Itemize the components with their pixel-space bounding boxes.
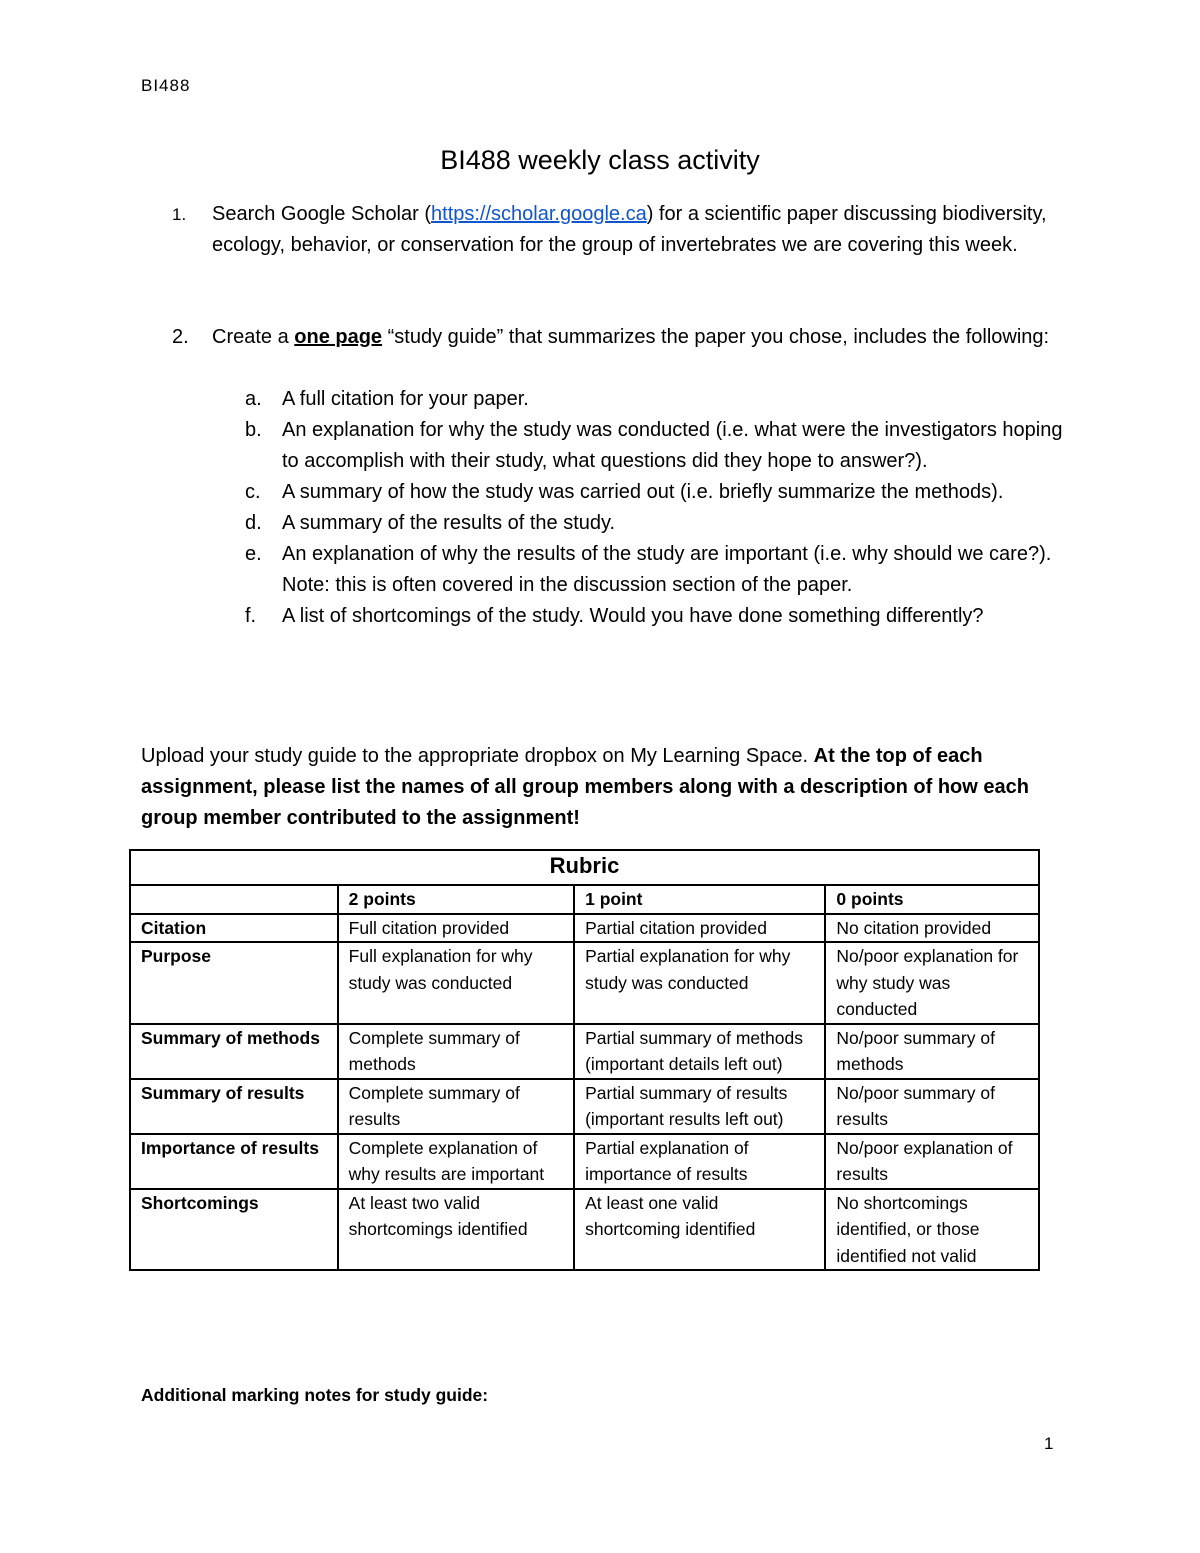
table-cell: No citation provided (825, 914, 1039, 943)
list-number: 1. (172, 205, 187, 224)
list-item (245, 477, 1065, 508)
table-row (130, 1024, 1039, 1079)
table-cell: No/poor explanation of results (825, 1134, 1039, 1189)
text-segment: ) for a scientific paper discussing biodiversity, ecology, behavior, or conservation for the group of invertebrates we are covering this week. (212, 203, 1047, 256)
instruction-item-2 (172, 322, 1062, 353)
list-number: 2. (172, 326, 189, 348)
row-header: Summary of results (130, 1079, 338, 1134)
one-page-emphasis: one page (294, 326, 383, 348)
list-item-text: A summary of the results of the study. (282, 512, 616, 534)
table-cell: Complete explanation of why results are important (338, 1134, 574, 1189)
table-cell: No/poor summary of methods (825, 1024, 1039, 1079)
table-cell: Partial explanation for why study was conducted (574, 942, 825, 1024)
table-cell: Partial summary of methods (important details left out) (574, 1024, 825, 1079)
page-header: BI488 (141, 76, 191, 95)
table-row (130, 914, 1039, 943)
instruction-text (212, 199, 1052, 261)
table-cell: Partial citation provided (574, 914, 825, 943)
list-item (245, 384, 1065, 415)
instruction-text (212, 322, 1062, 353)
table-cell: Full explanation for why study was conducted (338, 942, 574, 1024)
requirements-list (245, 384, 1065, 632)
row-header: Purpose (130, 942, 338, 1024)
page-title: BI488 weekly class activity (440, 145, 760, 175)
table-row (130, 1079, 1039, 1134)
row-header: Citation (130, 914, 338, 943)
upload-plain-text: Upload your study guide to the appropriate dropbox on My Learning Space. (141, 745, 814, 767)
table-row (130, 1134, 1039, 1189)
list-item (245, 601, 1065, 632)
column-header (130, 885, 338, 914)
list-letter: f. (245, 605, 257, 627)
upload-bold-text: At the top of each assignment, please list the names of all group members along with a description of how each group member contributed to the assignment! (141, 745, 1029, 829)
marking-notes-heading: Additional marking notes for study guide: (141, 1385, 489, 1405)
list-item (245, 415, 1065, 477)
table-cell: Complete summary of methods (338, 1024, 574, 1079)
row-header: Shortcomings (130, 1189, 338, 1271)
list-item (245, 508, 1065, 539)
page-number: 1 (1044, 1434, 1054, 1453)
list-letter: e. (245, 543, 262, 565)
upload-instructions (141, 741, 1061, 834)
row-header: Importance of results (130, 1134, 338, 1189)
table-cell: No shortcomings identified, or those identified not valid (825, 1189, 1039, 1271)
table-cell: No/poor explanation for why study was conducted (825, 942, 1039, 1024)
table-cell: Partial summary of results (important results left out) (574, 1079, 825, 1134)
table-cell: At least one valid shortcoming identified (574, 1189, 825, 1271)
list-item-text: A list of shortcomings of the study. Would you have done something differently? (282, 605, 984, 627)
table-cell: At least two valid shortcomings identified (338, 1189, 574, 1271)
table-cell: Complete summary of results (338, 1079, 574, 1134)
list-letter: b. (245, 419, 262, 441)
text-segment: Search Google Scholar ( (212, 203, 432, 225)
rubric-header-row (130, 885, 1039, 914)
list-letter: a. (245, 388, 262, 410)
list-item-text: A summary of how the study was carried out (i.e. briefly summarize the methods). (282, 481, 1004, 503)
instruction-item-1 (172, 199, 1052, 261)
table-row (130, 1189, 1039, 1271)
table-cell: Partial explanation of importance of results (574, 1134, 825, 1189)
table-row (130, 942, 1039, 1024)
table-cell: Full citation provided (338, 914, 574, 943)
list-item-text: A full citation for your paper. (282, 388, 529, 410)
rubric-caption-row (130, 850, 1039, 885)
row-header: Summary of methods (130, 1024, 338, 1079)
list-item-text: An explanation for why the study was conducted (i.e. what were the investigators hoping to accomplish with their study, what questions did they hope to answer?). (282, 419, 1063, 472)
rubric-table (129, 849, 1040, 1271)
column-header: 0 points (825, 885, 1039, 914)
text-segment: Create a (212, 326, 295, 348)
column-header: 2 points (338, 885, 574, 914)
rubric-caption: Rubric (130, 850, 1039, 885)
table-cell: No/poor summary of results (825, 1079, 1039, 1134)
text-segment: “study guide” that summarizes the paper you chose, includes the following: (382, 326, 1050, 348)
list-item (245, 539, 1065, 601)
column-header: 1 point (574, 885, 825, 914)
list-letter: c. (245, 481, 261, 503)
list-letter: d. (245, 512, 262, 534)
list-item-text: An explanation of why the results of the study are important (i.e. why should we care?). Note: this is often covered in the discussion section of the paper. (282, 543, 1052, 596)
scholar-link[interactable]: https://scholar.google.ca (431, 203, 647, 225)
